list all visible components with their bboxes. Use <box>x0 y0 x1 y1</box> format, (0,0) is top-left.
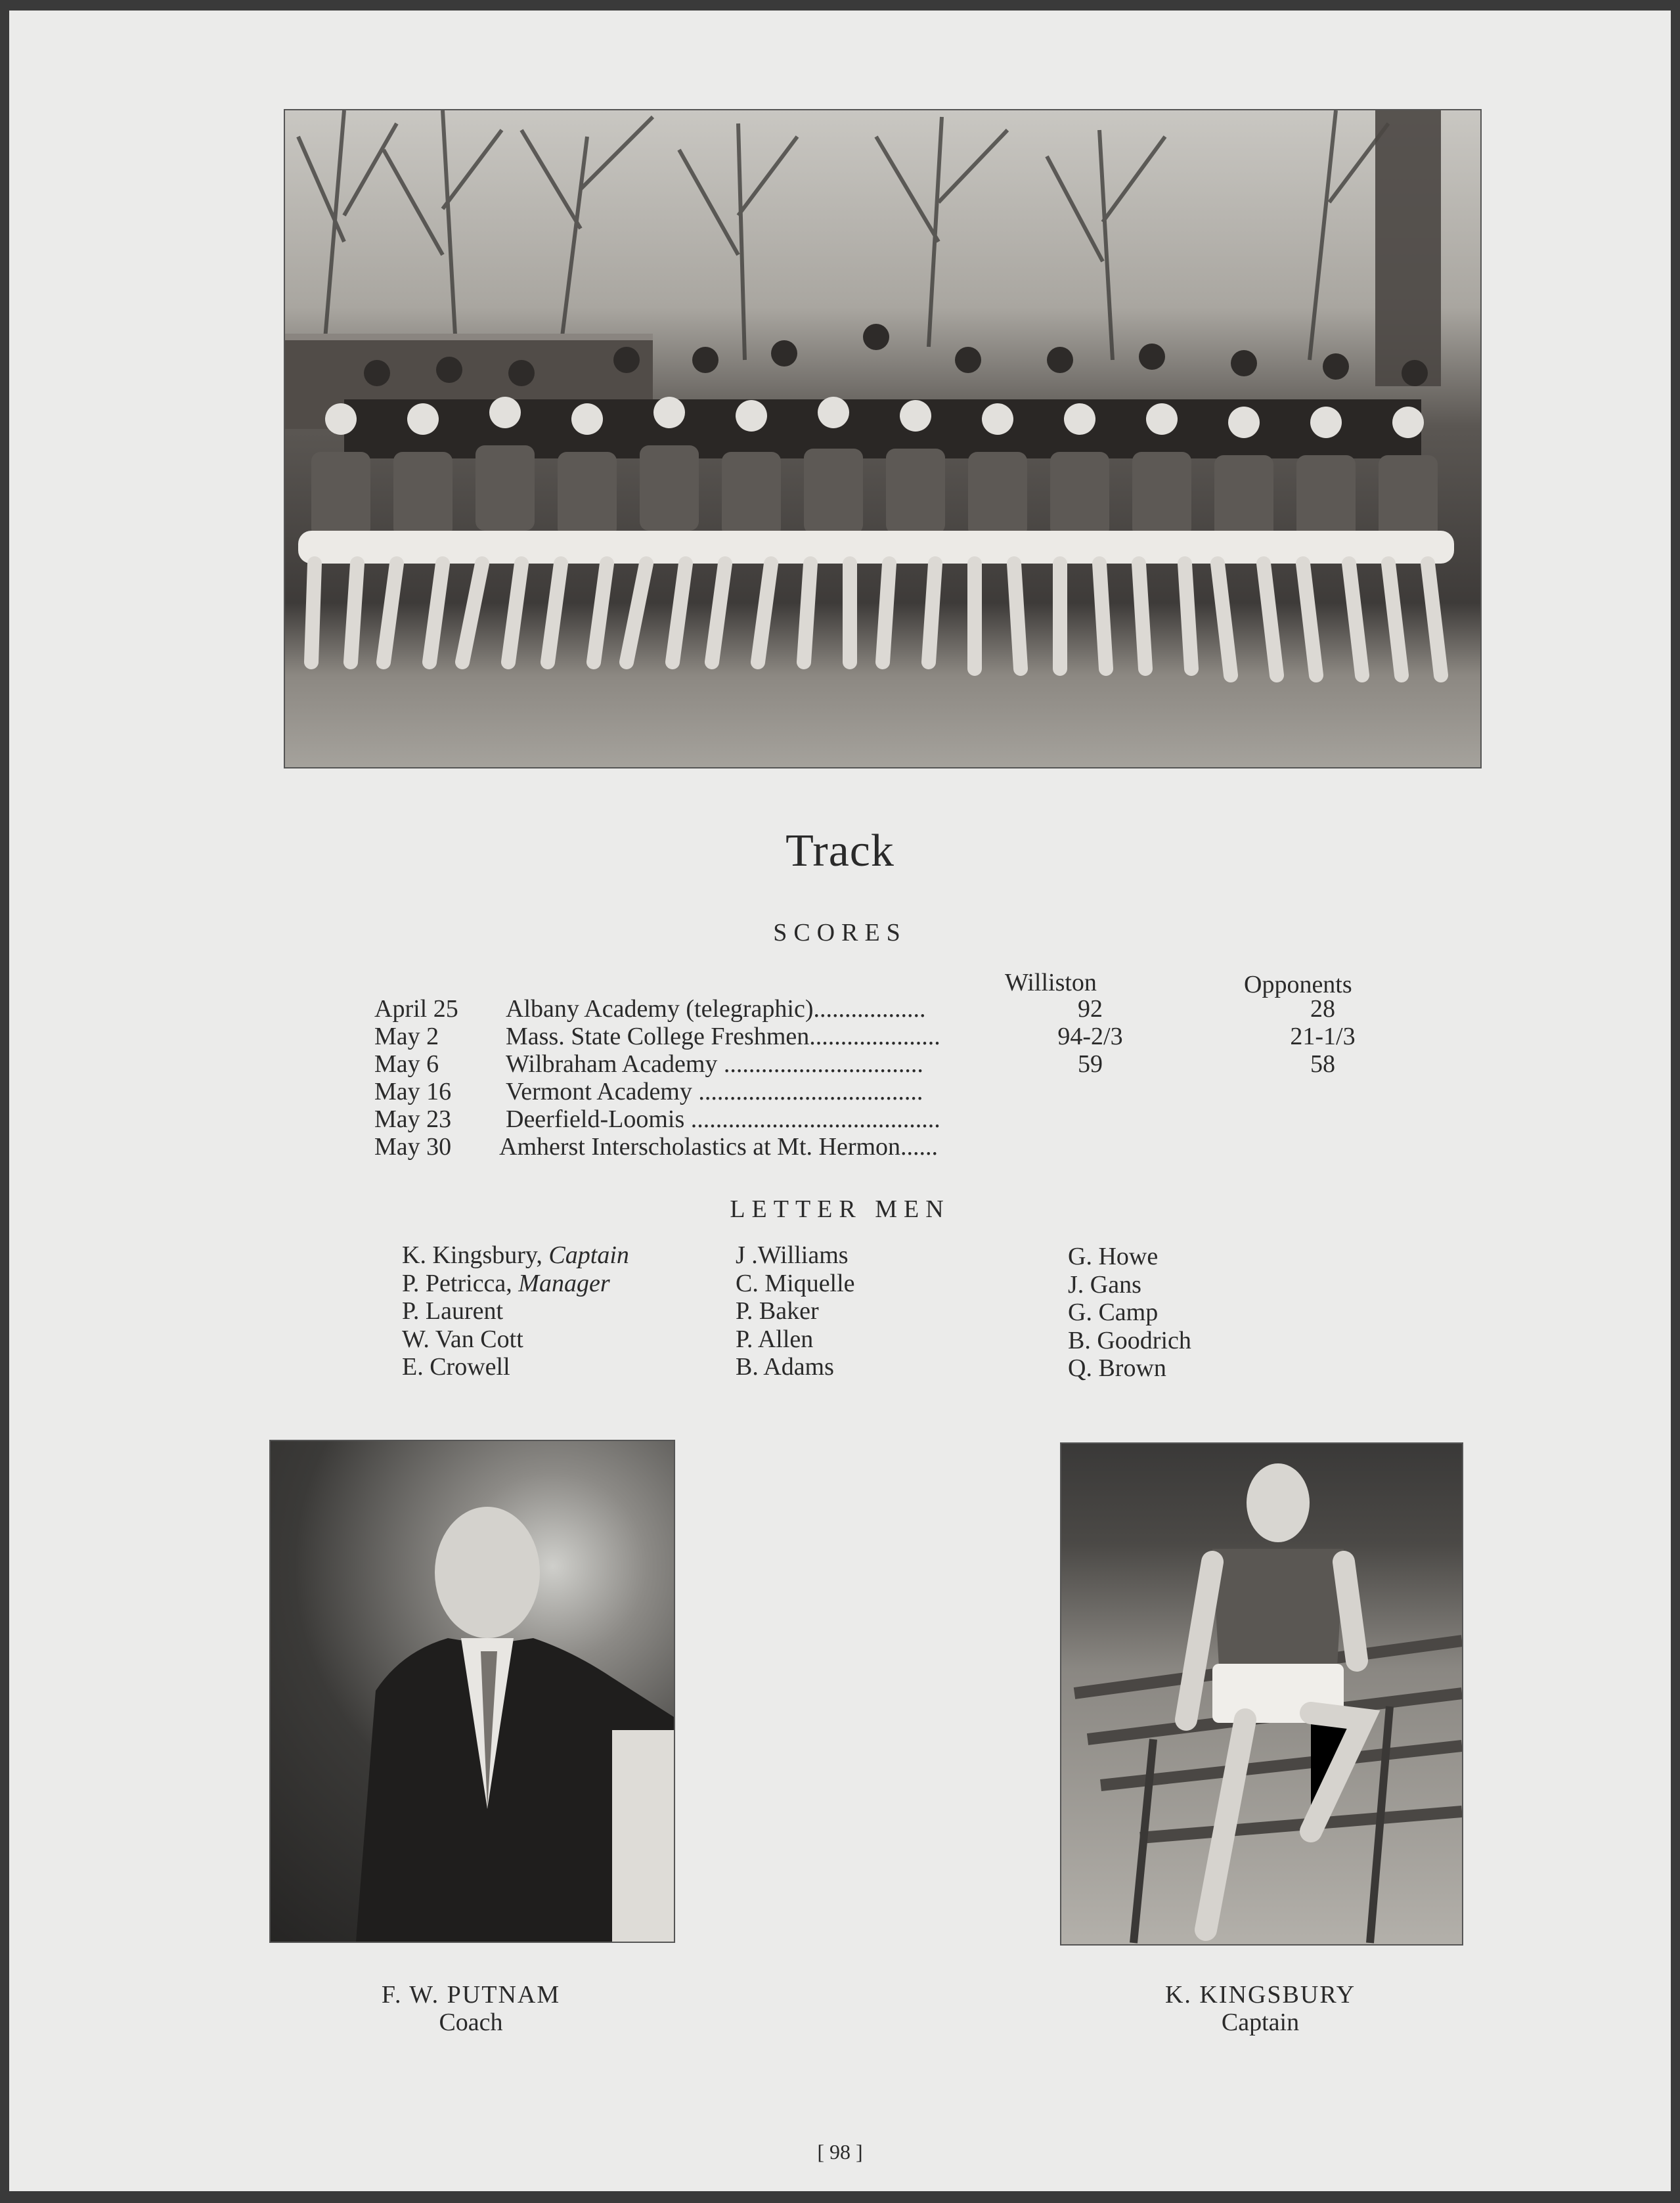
captain-name: K. KINGSBURY <box>1164 1981 1356 2009</box>
letter-man-name: K. Kingsbury, <box>402 1241 549 1269</box>
letter-man-name: P. Petricca, <box>402 1269 519 1297</box>
team-photo-illustration <box>285 110 1480 767</box>
coach-title: Coach <box>439 2009 503 2036</box>
score-date: May 30 <box>374 1133 452 1161</box>
williston-score: 94-2/3 <box>1057 1023 1123 1050</box>
letter-men-column-3 <box>1068 1243 1191 1383</box>
yearbook-page <box>9 11 1671 2191</box>
letter-man-role: Captain <box>548 1241 629 1269</box>
score-date: May 6 <box>374 1050 439 1078</box>
scores-heading: SCORES <box>773 919 907 946</box>
letter-man-role: Manager <box>518 1269 610 1297</box>
score-event: Mass. State College Freshmen..................... <box>506 1023 940 1050</box>
captain-caption <box>1060 1981 1461 2036</box>
williston-column-header: Williston <box>1005 969 1097 996</box>
letter-man <box>402 1297 629 1325</box>
score-date: May 23 <box>374 1105 452 1133</box>
letter-man <box>402 1325 629 1354</box>
coach-caption <box>269 1981 673 2036</box>
letter-man-name: G. Camp <box>1068 1299 1159 1326</box>
letter-man-name: E. Crowell <box>402 1353 510 1381</box>
score-event: Wilbraham Academy ................................ <box>506 1050 923 1078</box>
letter-man-name: W. Van Cott <box>402 1325 523 1353</box>
letter-man <box>402 1353 629 1381</box>
page-title: Track <box>785 826 895 876</box>
williston-score: 59 <box>1078 1050 1103 1078</box>
page-number: [ 98 ] <box>817 2140 863 2164</box>
letter-man-name: G. Howe <box>1068 1243 1159 1270</box>
score-event: Albany Academy (telegraphic).................. <box>506 995 926 1023</box>
opponents-score: 58 <box>1310 1050 1335 1078</box>
letter-man-name: Q. Brown <box>1068 1354 1166 1382</box>
letter-man-name: B. Goodrich <box>1068 1326 1191 1354</box>
captain-photo-illustration <box>1061 1444 1462 1944</box>
score-event: Vermont Academy .................................... <box>506 1078 923 1105</box>
coach-photo <box>269 1440 675 1943</box>
coach-photo-illustration <box>271 1441 674 1942</box>
letter-man-name: P. Baker <box>736 1297 819 1325</box>
letter-man <box>402 1270 629 1298</box>
opponents-score: 21-1/3 <box>1290 1023 1356 1050</box>
letter-man-name: P. Laurent <box>402 1297 504 1325</box>
letter-man-name: J .Williams <box>736 1241 849 1269</box>
letter-man <box>402 1241 629 1270</box>
letter-men-heading: LETTER MEN <box>730 1195 950 1223</box>
coach-name: F. W. PUTNAM <box>381 1981 561 2009</box>
captain-photo <box>1060 1442 1463 1946</box>
opponents-score: 28 <box>1310 995 1335 1023</box>
letter-man-name: J. Gans <box>1068 1270 1141 1299</box>
letter-man-name: C. Miquelle <box>736 1269 855 1297</box>
letter-man-name: P. Allen <box>736 1325 814 1353</box>
letter-men-column-1 <box>402 1241 629 1381</box>
score-date: May 2 <box>374 1023 439 1050</box>
letter-man-name: B. Adams <box>736 1353 834 1381</box>
letter-men-column-2 <box>736 1241 855 1381</box>
captain-title: Captain <box>1221 2009 1300 2036</box>
opponents-column-header: Opponents <box>1244 971 1352 998</box>
score-date: May 16 <box>374 1078 452 1105</box>
score-event: Amherst Interscholastics at Mt. Hermon...... <box>499 1133 939 1161</box>
score-date: April 25 <box>374 995 458 1023</box>
score-event: Deerfield-Loomis ........................................ <box>506 1105 940 1133</box>
williston-score: 92 <box>1078 995 1103 1023</box>
team-photo <box>284 109 1482 768</box>
